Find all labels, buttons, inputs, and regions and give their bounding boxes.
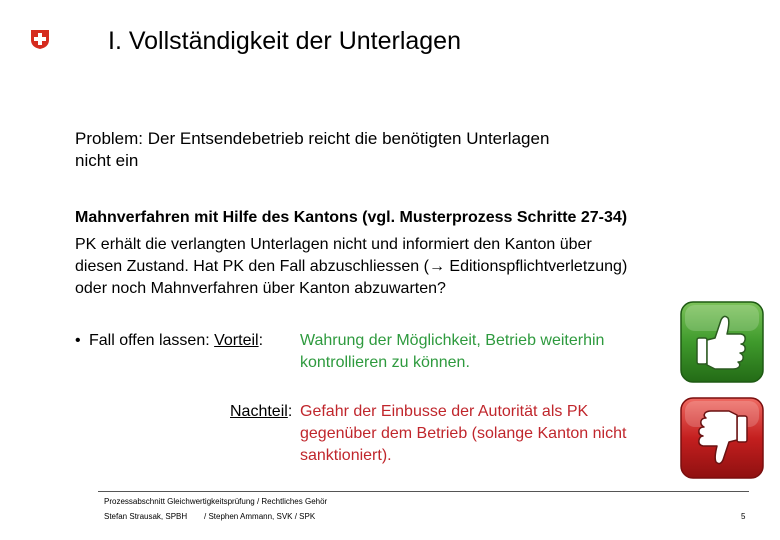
swiss-cross-icon xyxy=(29,28,51,50)
nachteil-line-1: Gefahr der Einbusse der Autorität als PK xyxy=(300,403,589,420)
mahnverfahren-line-2-post: Editionspflichtverletzung) xyxy=(444,258,628,275)
nachteil-line-3: sanktioniert). xyxy=(300,447,392,464)
mahnverfahren-line-3: oder noch Mahnverfahren über Kanton abzuwarten? xyxy=(75,280,446,297)
bullet-dot: • xyxy=(75,332,81,349)
mahnverfahren-line-1: PK erhält die verlangten Unterlagen nicht und informiert den Kanton über xyxy=(75,236,592,253)
vorteil-text xyxy=(300,330,604,374)
problem-line-2: nicht ein xyxy=(75,151,139,170)
page-number: 5 xyxy=(741,512,746,521)
mahnverfahren-body xyxy=(75,234,705,300)
bullet-prefix: Fall offen lassen: xyxy=(89,332,215,349)
nachteil-label-wrap xyxy=(230,401,292,423)
nachteil-text xyxy=(300,401,626,467)
thumbs-down-icon xyxy=(679,396,765,480)
mahnverfahren-line-2 xyxy=(75,256,705,278)
problem-line-1: Problem: Der Entsendebetrieb reicht die benötigten Unterlagen xyxy=(75,129,550,148)
vorteil-label: Vorteil xyxy=(214,332,259,349)
footer-divider xyxy=(98,491,749,492)
footer-author-1: Stefan Strausak, SPBH xyxy=(104,512,188,521)
vorteil-line-1: Wahrung der Möglichkeit, Betrieb weiterhin xyxy=(300,332,605,349)
footer-author-2: / Stephen Ammann, SVK / SPK xyxy=(204,512,316,521)
vorteil-line-2: kontrollieren zu können. xyxy=(300,354,470,371)
page-title: I. Vollständigkeit der Unterlagen xyxy=(108,27,461,55)
mahnverfahren-heading: Mahnverfahren mit Hilfe des Kantons (vgl. Musterprozess Schritte 27-34) xyxy=(75,209,628,226)
thumbs-up-icon xyxy=(679,300,765,384)
mahnverfahren-line-2-pre: diesen Zustand. Hat PK den Fall abzuschliessen ( xyxy=(75,258,429,275)
nachteil-label: Nachteil xyxy=(230,403,288,420)
problem-statement xyxy=(75,128,695,172)
nachteil-colon: : xyxy=(287,403,293,420)
footer-section-title: Prozessabschnitt Gleichwertigkeitsprüfung / Rechtliches Gehör xyxy=(104,497,328,506)
nachteil-line-2: gegenüber dem Betrieb (solange Kanton nicht xyxy=(300,425,627,442)
vorteil-colon: : xyxy=(258,332,264,349)
bullet-item xyxy=(75,330,263,352)
arrow-right-icon: → xyxy=(428,258,445,275)
